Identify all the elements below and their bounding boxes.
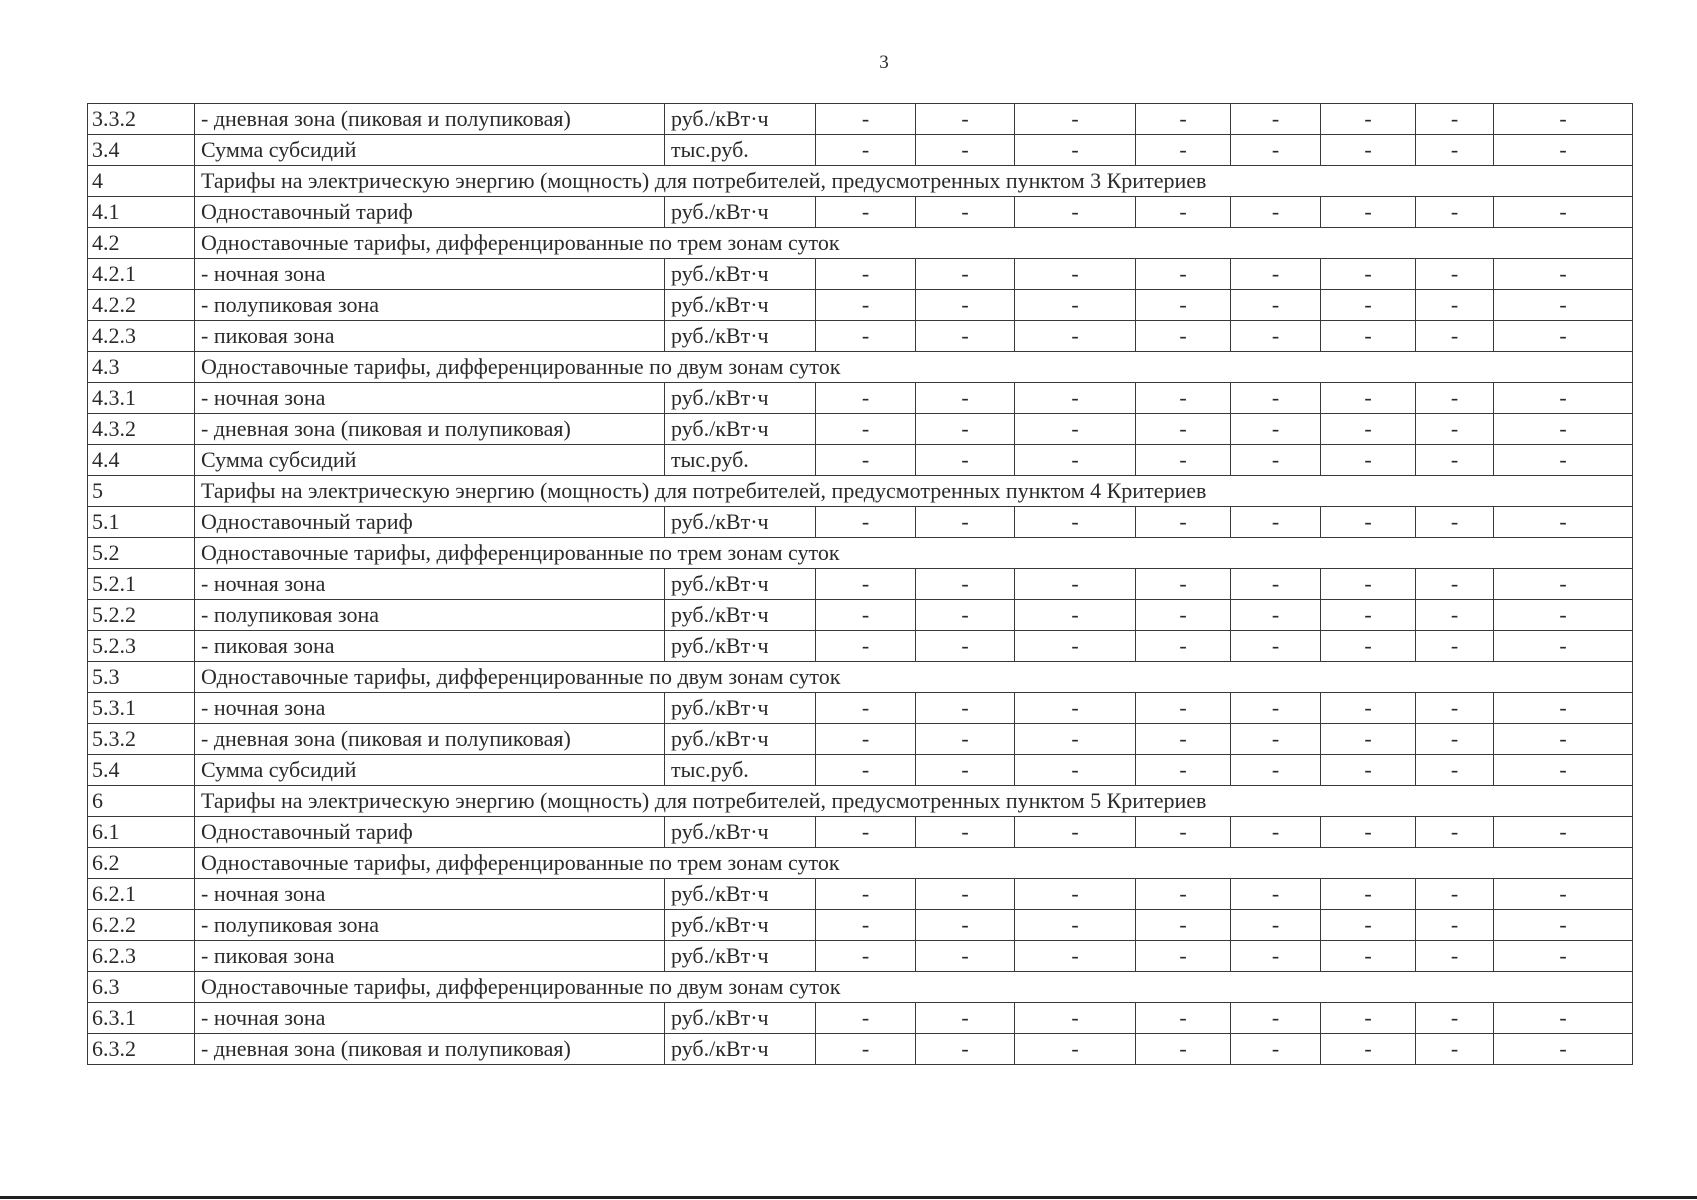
value-cell: -: [916, 135, 1015, 166]
table-row: [88, 600, 1633, 631]
value-cell: -: [1494, 569, 1633, 600]
value-cell: -: [916, 910, 1015, 941]
value-cell: -: [1321, 104, 1416, 135]
value-cell: -: [1136, 383, 1231, 414]
value-cell: -: [1231, 817, 1321, 848]
value-cell: -: [1321, 817, 1416, 848]
value-cell: -: [1321, 383, 1416, 414]
value-cell: -: [1416, 569, 1494, 600]
row-code: 4.2: [88, 228, 195, 259]
value-cell: -: [916, 941, 1015, 972]
value-cell: -: [816, 1003, 916, 1034]
value-cell: -: [1321, 290, 1416, 321]
value-cell: -: [916, 259, 1015, 290]
row-code: 6.2.2: [88, 910, 195, 941]
value-cell: -: [1231, 507, 1321, 538]
value-cell: -: [1321, 569, 1416, 600]
value-cell: -: [816, 755, 916, 786]
value-cell: -: [1231, 600, 1321, 631]
value-cell: -: [1321, 724, 1416, 755]
value-cell: -: [1231, 290, 1321, 321]
value-cell: -: [1494, 445, 1633, 476]
table-row: [88, 569, 1633, 600]
value-cell: -: [1321, 414, 1416, 445]
section-heading: Тарифы на электрическую энергию (мощность) для потребителей, предусмотренных пунктом 5 Критериев: [195, 786, 1633, 817]
row-label: Одноставочный тариф: [195, 197, 665, 228]
value-cell: -: [1015, 290, 1136, 321]
value-cell: -: [1416, 600, 1494, 631]
value-cell: -: [1494, 600, 1633, 631]
value-cell: -: [1231, 910, 1321, 941]
value-cell: -: [1136, 724, 1231, 755]
table-row: [88, 228, 1633, 259]
value-cell: -: [1015, 569, 1136, 600]
row-code: 4.3.1: [88, 383, 195, 414]
section-heading: Одноставочные тарифы, дифференцированные по двум зонам суток: [195, 972, 1633, 1003]
row-label: - дневная зона (пиковая и полупиковая): [195, 1034, 665, 1065]
value-cell: -: [1015, 197, 1136, 228]
row-code: 4: [88, 166, 195, 197]
row-code: 4.3.2: [88, 414, 195, 445]
value-cell: -: [1416, 290, 1494, 321]
row-label: - дневная зона (пиковая и полупиковая): [195, 724, 665, 755]
value-cell: -: [1416, 321, 1494, 352]
row-unit: руб./кВт·ч: [665, 693, 816, 724]
value-cell: -: [816, 104, 916, 135]
value-cell: -: [1321, 879, 1416, 910]
value-cell: -: [1136, 817, 1231, 848]
value-cell: -: [816, 507, 916, 538]
value-cell: -: [1321, 755, 1416, 786]
value-cell: -: [1015, 755, 1136, 786]
value-cell: -: [916, 290, 1015, 321]
page-number: 3: [879, 52, 889, 73]
row-unit: руб./кВт·ч: [665, 321, 816, 352]
value-cell: -: [916, 569, 1015, 600]
table-row: [88, 693, 1633, 724]
value-cell: -: [916, 507, 1015, 538]
value-cell: -: [1416, 693, 1494, 724]
value-cell: -: [1416, 755, 1494, 786]
value-cell: -: [1015, 414, 1136, 445]
value-cell: -: [916, 755, 1015, 786]
row-label: - пиковая зона: [195, 631, 665, 662]
table-row: [88, 724, 1633, 755]
value-cell: -: [1231, 197, 1321, 228]
value-cell: -: [1015, 445, 1136, 476]
row-unit: руб./кВт·ч: [665, 724, 816, 755]
value-cell: -: [1494, 1003, 1633, 1034]
value-cell: -: [1416, 631, 1494, 662]
value-cell: -: [1416, 941, 1494, 972]
row-code: 5.4: [88, 755, 195, 786]
value-cell: -: [1494, 631, 1633, 662]
value-cell: -: [1416, 197, 1494, 228]
row-code: 5: [88, 476, 195, 507]
value-cell: -: [1416, 1003, 1494, 1034]
value-cell: -: [1416, 259, 1494, 290]
value-cell: -: [1015, 879, 1136, 910]
row-code: 4.4: [88, 445, 195, 476]
value-cell: -: [1416, 414, 1494, 445]
value-cell: -: [916, 724, 1015, 755]
value-cell: -: [1136, 507, 1231, 538]
row-code: 6.3.2: [88, 1034, 195, 1065]
value-cell: -: [816, 383, 916, 414]
value-cell: -: [816, 631, 916, 662]
value-cell: -: [916, 1003, 1015, 1034]
table-row: [88, 755, 1633, 786]
value-cell: -: [1321, 941, 1416, 972]
value-cell: -: [1321, 631, 1416, 662]
value-cell: -: [1231, 383, 1321, 414]
table-row: [88, 848, 1633, 879]
value-cell: -: [1321, 321, 1416, 352]
table-row: [88, 476, 1633, 507]
row-label: - ночная зона: [195, 259, 665, 290]
table-row: [88, 1034, 1633, 1065]
row-label: Одноставочный тариф: [195, 817, 665, 848]
value-cell: -: [1231, 941, 1321, 972]
row-code: 4.2.1: [88, 259, 195, 290]
value-cell: -: [1136, 445, 1231, 476]
value-cell: -: [1015, 817, 1136, 848]
row-code: 5.2.2: [88, 600, 195, 631]
table-row: [88, 290, 1633, 321]
value-cell: -: [1321, 693, 1416, 724]
row-code: 5.3.2: [88, 724, 195, 755]
value-cell: -: [1321, 507, 1416, 538]
row-label: - дневная зона (пиковая и полупиковая): [195, 414, 665, 445]
value-cell: -: [1231, 693, 1321, 724]
row-unit: руб./кВт·ч: [665, 941, 816, 972]
table-row: [88, 352, 1633, 383]
row-label: - пиковая зона: [195, 321, 665, 352]
value-cell: -: [916, 197, 1015, 228]
value-cell: -: [1416, 135, 1494, 166]
value-cell: -: [1321, 197, 1416, 228]
value-cell: -: [816, 1034, 916, 1065]
value-cell: -: [1231, 321, 1321, 352]
value-cell: -: [1321, 1003, 1416, 1034]
row-unit: руб./кВт·ч: [665, 197, 816, 228]
value-cell: -: [916, 383, 1015, 414]
table-row: [88, 786, 1633, 817]
row-code: 6: [88, 786, 195, 817]
row-code: 4.2.3: [88, 321, 195, 352]
row-label: - дневная зона (пиковая и полупиковая): [195, 104, 665, 135]
row-code: 5.1: [88, 507, 195, 538]
value-cell: -: [1015, 1003, 1136, 1034]
value-cell: -: [816, 259, 916, 290]
value-cell: -: [816, 879, 916, 910]
value-cell: -: [1015, 321, 1136, 352]
table-row: [88, 662, 1633, 693]
value-cell: -: [916, 631, 1015, 662]
value-cell: -: [1494, 755, 1633, 786]
value-cell: -: [1494, 724, 1633, 755]
value-cell: -: [1494, 910, 1633, 941]
value-cell: -: [816, 569, 916, 600]
value-cell: -: [1494, 414, 1633, 445]
value-cell: -: [1321, 1034, 1416, 1065]
value-cell: -: [1494, 693, 1633, 724]
row-label: - ночная зона: [195, 1003, 665, 1034]
row-unit: руб./кВт·ч: [665, 383, 816, 414]
value-cell: -: [1494, 259, 1633, 290]
row-label: Одноставочный тариф: [195, 507, 665, 538]
value-cell: -: [1494, 507, 1633, 538]
value-cell: -: [1015, 724, 1136, 755]
value-cell: -: [1015, 693, 1136, 724]
value-cell: -: [1321, 135, 1416, 166]
row-code: 6.2.3: [88, 941, 195, 972]
value-cell: -: [916, 879, 1015, 910]
value-cell: -: [1321, 445, 1416, 476]
section-heading: Одноставочные тарифы, дифференцированные по трем зонам суток: [195, 538, 1633, 569]
value-cell: -: [1136, 197, 1231, 228]
value-cell: -: [1015, 135, 1136, 166]
value-cell: -: [1494, 383, 1633, 414]
table-row: [88, 197, 1633, 228]
table-row: [88, 259, 1633, 290]
row-label: - ночная зона: [195, 569, 665, 600]
value-cell: -: [816, 321, 916, 352]
row-code: 4.2.2: [88, 290, 195, 321]
value-cell: -: [1494, 135, 1633, 166]
row-unit: руб./кВт·ч: [665, 910, 816, 941]
value-cell: -: [1136, 1034, 1231, 1065]
value-cell: -: [1136, 1003, 1231, 1034]
value-cell: -: [1416, 910, 1494, 941]
value-cell: -: [1231, 631, 1321, 662]
row-unit: руб./кВт·ч: [665, 259, 816, 290]
row-unit: руб./кВт·ч: [665, 1003, 816, 1034]
row-label: - ночная зона: [195, 879, 665, 910]
scan-edge-line: [0, 1196, 1697, 1199]
value-cell: -: [1321, 910, 1416, 941]
value-cell: -: [816, 135, 916, 166]
value-cell: -: [1015, 910, 1136, 941]
value-cell: -: [1321, 600, 1416, 631]
value-cell: -: [1416, 879, 1494, 910]
value-cell: -: [816, 600, 916, 631]
value-cell: -: [1136, 600, 1231, 631]
row-code: 6.1: [88, 817, 195, 848]
table-row: [88, 538, 1633, 569]
row-unit: руб./кВт·ч: [665, 1034, 816, 1065]
row-unit: руб./кВт·ч: [665, 817, 816, 848]
value-cell: -: [916, 414, 1015, 445]
row-code: 4.1: [88, 197, 195, 228]
row-label: - полупиковая зона: [195, 910, 665, 941]
value-cell: -: [1416, 445, 1494, 476]
table-row: [88, 972, 1633, 1003]
table-row: [88, 383, 1633, 414]
row-code: 5.3.1: [88, 693, 195, 724]
value-cell: -: [816, 445, 916, 476]
value-cell: -: [1231, 1003, 1321, 1034]
table-row: [88, 135, 1633, 166]
row-unit: руб./кВт·ч: [665, 414, 816, 445]
value-cell: -: [1136, 414, 1231, 445]
value-cell: -: [1416, 507, 1494, 538]
value-cell: -: [1416, 383, 1494, 414]
row-label: - полупиковая зона: [195, 600, 665, 631]
value-cell: -: [1231, 569, 1321, 600]
row-code: 3.3.2: [88, 104, 195, 135]
value-cell: -: [1015, 383, 1136, 414]
value-cell: -: [1015, 1034, 1136, 1065]
table-row: [88, 941, 1633, 972]
value-cell: -: [916, 445, 1015, 476]
table-row: [88, 414, 1633, 445]
value-cell: -: [1136, 631, 1231, 662]
value-cell: -: [816, 414, 916, 445]
row-code: 6.3.1: [88, 1003, 195, 1034]
value-cell: -: [916, 1034, 1015, 1065]
value-cell: -: [1494, 321, 1633, 352]
table-row: [88, 817, 1633, 848]
value-cell: -: [1015, 600, 1136, 631]
table-row: [88, 879, 1633, 910]
value-cell: -: [1015, 104, 1136, 135]
section-heading: Тарифы на электрическую энергию (мощность) для потребителей, предусмотренных пунктом 3 Критериев: [195, 166, 1633, 197]
value-cell: -: [816, 197, 916, 228]
value-cell: -: [1136, 259, 1231, 290]
value-cell: -: [1494, 197, 1633, 228]
table-row: [88, 321, 1633, 352]
row-code: 6.3: [88, 972, 195, 1003]
table-row: [88, 507, 1633, 538]
value-cell: -: [916, 693, 1015, 724]
value-cell: -: [1136, 104, 1231, 135]
row-code: 3.4: [88, 135, 195, 166]
value-cell: -: [1136, 135, 1231, 166]
value-cell: -: [1494, 104, 1633, 135]
row-label: Сумма субсидий: [195, 445, 665, 476]
value-cell: -: [1416, 104, 1494, 135]
row-code: 5.2: [88, 538, 195, 569]
value-cell: -: [1321, 259, 1416, 290]
row-code: 5.2.3: [88, 631, 195, 662]
row-code: 5.2.1: [88, 569, 195, 600]
row-code: 5.3: [88, 662, 195, 693]
value-cell: -: [1015, 631, 1136, 662]
value-cell: -: [1231, 135, 1321, 166]
table-row: [88, 104, 1633, 135]
value-cell: -: [1136, 941, 1231, 972]
value-cell: -: [1416, 724, 1494, 755]
value-cell: -: [1494, 941, 1633, 972]
value-cell: -: [816, 290, 916, 321]
row-unit: руб./кВт·ч: [665, 631, 816, 662]
value-cell: -: [1231, 879, 1321, 910]
row-label: - ночная зона: [195, 693, 665, 724]
value-cell: -: [1015, 507, 1136, 538]
row-label: - полупиковая зона: [195, 290, 665, 321]
table-row: [88, 445, 1633, 476]
value-cell: -: [1494, 817, 1633, 848]
value-cell: -: [916, 104, 1015, 135]
row-unit: тыс.руб.: [665, 755, 816, 786]
value-cell: -: [1231, 259, 1321, 290]
row-unit: тыс.руб.: [665, 135, 816, 166]
value-cell: -: [1015, 259, 1136, 290]
row-code: 6.2: [88, 848, 195, 879]
value-cell: -: [1231, 1034, 1321, 1065]
value-cell: -: [1231, 755, 1321, 786]
row-code: 4.3: [88, 352, 195, 383]
value-cell: -: [1136, 755, 1231, 786]
value-cell: -: [1136, 693, 1231, 724]
row-unit: тыс.руб.: [665, 445, 816, 476]
value-cell: -: [1136, 910, 1231, 941]
tariff-table: [87, 103, 1633, 1065]
table-row: [88, 631, 1633, 662]
value-cell: -: [1494, 290, 1633, 321]
row-unit: руб./кВт·ч: [665, 879, 816, 910]
value-cell: -: [1136, 879, 1231, 910]
value-cell: -: [816, 817, 916, 848]
section-heading: Одноставочные тарифы, дифференцированные по трем зонам суток: [195, 228, 1633, 259]
row-label: - ночная зона: [195, 383, 665, 414]
value-cell: -: [916, 600, 1015, 631]
table-row: [88, 1003, 1633, 1034]
table-row: [88, 166, 1633, 197]
row-unit: руб./кВт·ч: [665, 290, 816, 321]
value-cell: -: [1416, 817, 1494, 848]
value-cell: -: [1231, 724, 1321, 755]
row-label: Сумма субсидий: [195, 135, 665, 166]
row-unit: руб./кВт·ч: [665, 600, 816, 631]
value-cell: -: [1231, 104, 1321, 135]
value-cell: -: [1136, 290, 1231, 321]
row-label: Сумма субсидий: [195, 755, 665, 786]
section-heading: Одноставочные тарифы, дифференцированные по трем зонам суток: [195, 848, 1633, 879]
row-code: 6.2.1: [88, 879, 195, 910]
value-cell: -: [1494, 1034, 1633, 1065]
value-cell: -: [1015, 941, 1136, 972]
value-cell: -: [1494, 879, 1633, 910]
value-cell: -: [916, 817, 1015, 848]
value-cell: -: [1136, 321, 1231, 352]
row-label: - пиковая зона: [195, 941, 665, 972]
table-row: [88, 910, 1633, 941]
row-unit: руб./кВт·ч: [665, 507, 816, 538]
row-unit: руб./кВт·ч: [665, 569, 816, 600]
row-unit: руб./кВт·ч: [665, 104, 816, 135]
value-cell: -: [1231, 445, 1321, 476]
value-cell: -: [916, 321, 1015, 352]
value-cell: -: [816, 910, 916, 941]
value-cell: -: [816, 693, 916, 724]
value-cell: -: [816, 724, 916, 755]
value-cell: -: [816, 941, 916, 972]
section-heading: Тарифы на электрическую энергию (мощность) для потребителей, предусмотренных пунктом 4 Критериев: [195, 476, 1633, 507]
section-heading: Одноставочные тарифы, дифференцированные по двум зонам суток: [195, 352, 1633, 383]
value-cell: -: [1416, 1034, 1494, 1065]
value-cell: -: [1231, 414, 1321, 445]
table-body: [88, 104, 1633, 1065]
value-cell: -: [1136, 569, 1231, 600]
section-heading: Одноставочные тарифы, дифференцированные по двум зонам суток: [195, 662, 1633, 693]
